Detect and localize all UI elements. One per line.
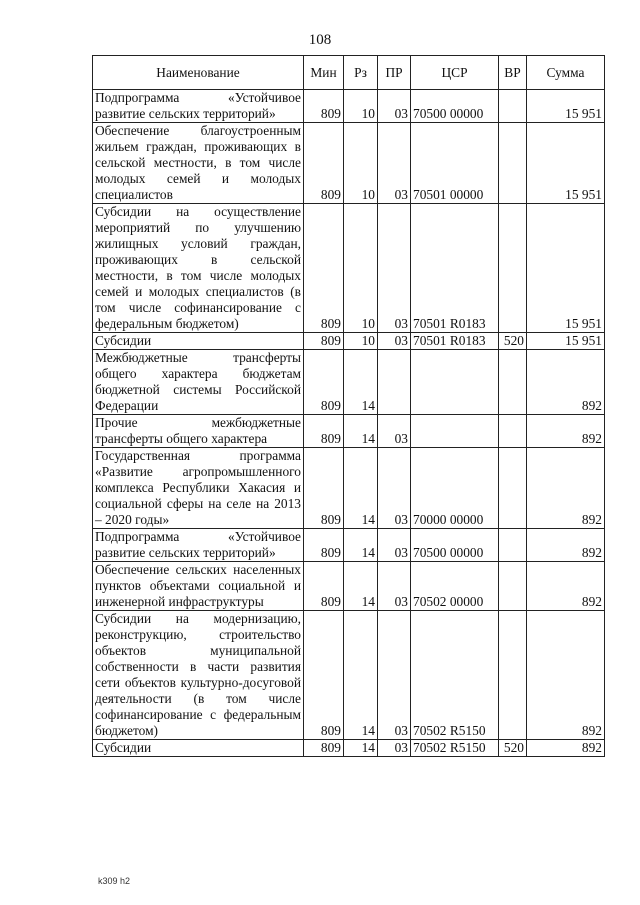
row-sum: 892: [527, 740, 605, 757]
row-name: Субсидии на модернизацию, реконструкцию, строительство объектов муниципальной собственности в части развития сети объектов культурно-досуговой деятельности (в том числе софинансирование с федеральным бюджетом): [93, 611, 304, 740]
row-vr: [499, 90, 527, 123]
budget-table: [92, 55, 605, 757]
row-csr: [411, 415, 499, 448]
row-min: 809: [304, 333, 344, 350]
header-pr: ПР: [378, 56, 411, 90]
table-row: [93, 611, 605, 740]
page-number: 108: [308, 32, 332, 48]
table-row: [93, 448, 605, 529]
table-row: [93, 529, 605, 562]
row-min: 809: [304, 529, 344, 562]
row-pr: 03: [378, 415, 411, 448]
table-header-row: [93, 56, 605, 90]
row-sum: 892: [527, 415, 605, 448]
row-sum: 892: [527, 350, 605, 415]
row-sum: 15 951: [527, 123, 605, 204]
row-rz: 10: [344, 123, 378, 204]
header-sum: Сумма: [527, 56, 605, 90]
row-vr: [499, 415, 527, 448]
row-pr: 03: [378, 740, 411, 757]
row-vr: [499, 448, 527, 529]
footer-code: k309 h2: [98, 876, 131, 886]
row-csr: [411, 350, 499, 415]
row-rz: 14: [344, 350, 378, 415]
table-row: [93, 333, 605, 350]
row-name: Субсидии: [93, 333, 304, 350]
table-row: [93, 90, 605, 123]
row-csr: 70501 00000: [411, 123, 499, 204]
row-vr: [499, 204, 527, 333]
header-name: Наименование: [93, 56, 304, 90]
row-pr: [378, 350, 411, 415]
table-row: [93, 123, 605, 204]
row-csr: 70501 R0183: [411, 333, 499, 350]
row-min: 809: [304, 415, 344, 448]
table-row: [93, 204, 605, 333]
row-csr: 70000 00000: [411, 448, 499, 529]
row-rz: 14: [344, 448, 378, 529]
row-name: Обеспечение благоустроенным жильем граждан, проживающих в сельской местности, в том числе молодых семей и молодых специалистов: [93, 123, 304, 204]
header-csr: ЦСР: [411, 56, 499, 90]
row-sum: 15 951: [527, 333, 605, 350]
row-sum: 892: [527, 448, 605, 529]
row-name: Обеспечение сельских населенных пунктов объектами социальной и инженерной инфраструктуры: [93, 562, 304, 611]
row-pr: 03: [378, 204, 411, 333]
row-vr: [499, 562, 527, 611]
row-pr: 03: [378, 448, 411, 529]
row-name: Прочие межбюджетные трансферты общего характера: [93, 415, 304, 448]
table-row: [93, 740, 605, 757]
row-csr: 70501 R0183: [411, 204, 499, 333]
row-sum: 892: [527, 611, 605, 740]
row-csr: 70502 00000: [411, 562, 499, 611]
row-rz: 14: [344, 740, 378, 757]
row-csr: 70502 R5150: [411, 740, 499, 757]
row-vr: [499, 123, 527, 204]
row-rz: 14: [344, 529, 378, 562]
row-name: Подпрограмма «Устойчивое развитие сельских территорий»: [93, 529, 304, 562]
row-pr: 03: [378, 90, 411, 123]
row-rz: 10: [344, 333, 378, 350]
row-pr: 03: [378, 562, 411, 611]
row-vr: 520: [499, 333, 527, 350]
row-name: Субсидии на осуществление мероприятий по улучшению жилищных условий граждан, проживающих в сельской местности, в том числе молодых семей и молодых специалистов (в том числе софинансирование с федеральным бюджетом): [93, 204, 304, 333]
row-min: 809: [304, 562, 344, 611]
row-sum: 15 951: [527, 204, 605, 333]
row-rz: 14: [344, 415, 378, 448]
row-sum: 892: [527, 562, 605, 611]
row-rz: 10: [344, 90, 378, 123]
row-sum: 15 951: [527, 90, 605, 123]
row-vr: [499, 529, 527, 562]
row-name: Субсидии: [93, 740, 304, 757]
row-rz: 14: [344, 611, 378, 740]
row-min: 809: [304, 204, 344, 333]
row-min: 809: [304, 611, 344, 740]
row-csr: 70500 00000: [411, 90, 499, 123]
row-name: Межбюджетные трансферты общего характера бюджетам бюджетной системы Российской Федерации: [93, 350, 304, 415]
table-row: [93, 415, 605, 448]
row-sum: 892: [527, 529, 605, 562]
row-vr: 520: [499, 740, 527, 757]
row-rz: 14: [344, 562, 378, 611]
row-pr: 03: [378, 333, 411, 350]
row-rz: 10: [344, 204, 378, 333]
row-min: 809: [304, 90, 344, 123]
row-pr: 03: [378, 529, 411, 562]
row-vr: [499, 611, 527, 740]
row-vr: [499, 350, 527, 415]
row-pr: 03: [378, 611, 411, 740]
header-rz: Рз: [344, 56, 378, 90]
table-row: [93, 562, 605, 611]
header-vr: ВР: [499, 56, 527, 90]
row-min: 809: [304, 123, 344, 204]
row-csr: 70500 00000: [411, 529, 499, 562]
row-csr: 70502 R5150: [411, 611, 499, 740]
row-min: 809: [304, 740, 344, 757]
row-name: Государственная программа «Развитие агропромышленного комплекса Республики Хакасия и социальной сферы на селе на 2013 – 2020 годы»: [93, 448, 304, 529]
row-min: 809: [304, 448, 344, 529]
row-min: 809: [304, 350, 344, 415]
table-row: [93, 350, 605, 415]
row-name: Подпрограмма «Устойчивое развитие сельских территорий»: [93, 90, 304, 123]
row-pr: 03: [378, 123, 411, 204]
header-min: Мин: [304, 56, 344, 90]
